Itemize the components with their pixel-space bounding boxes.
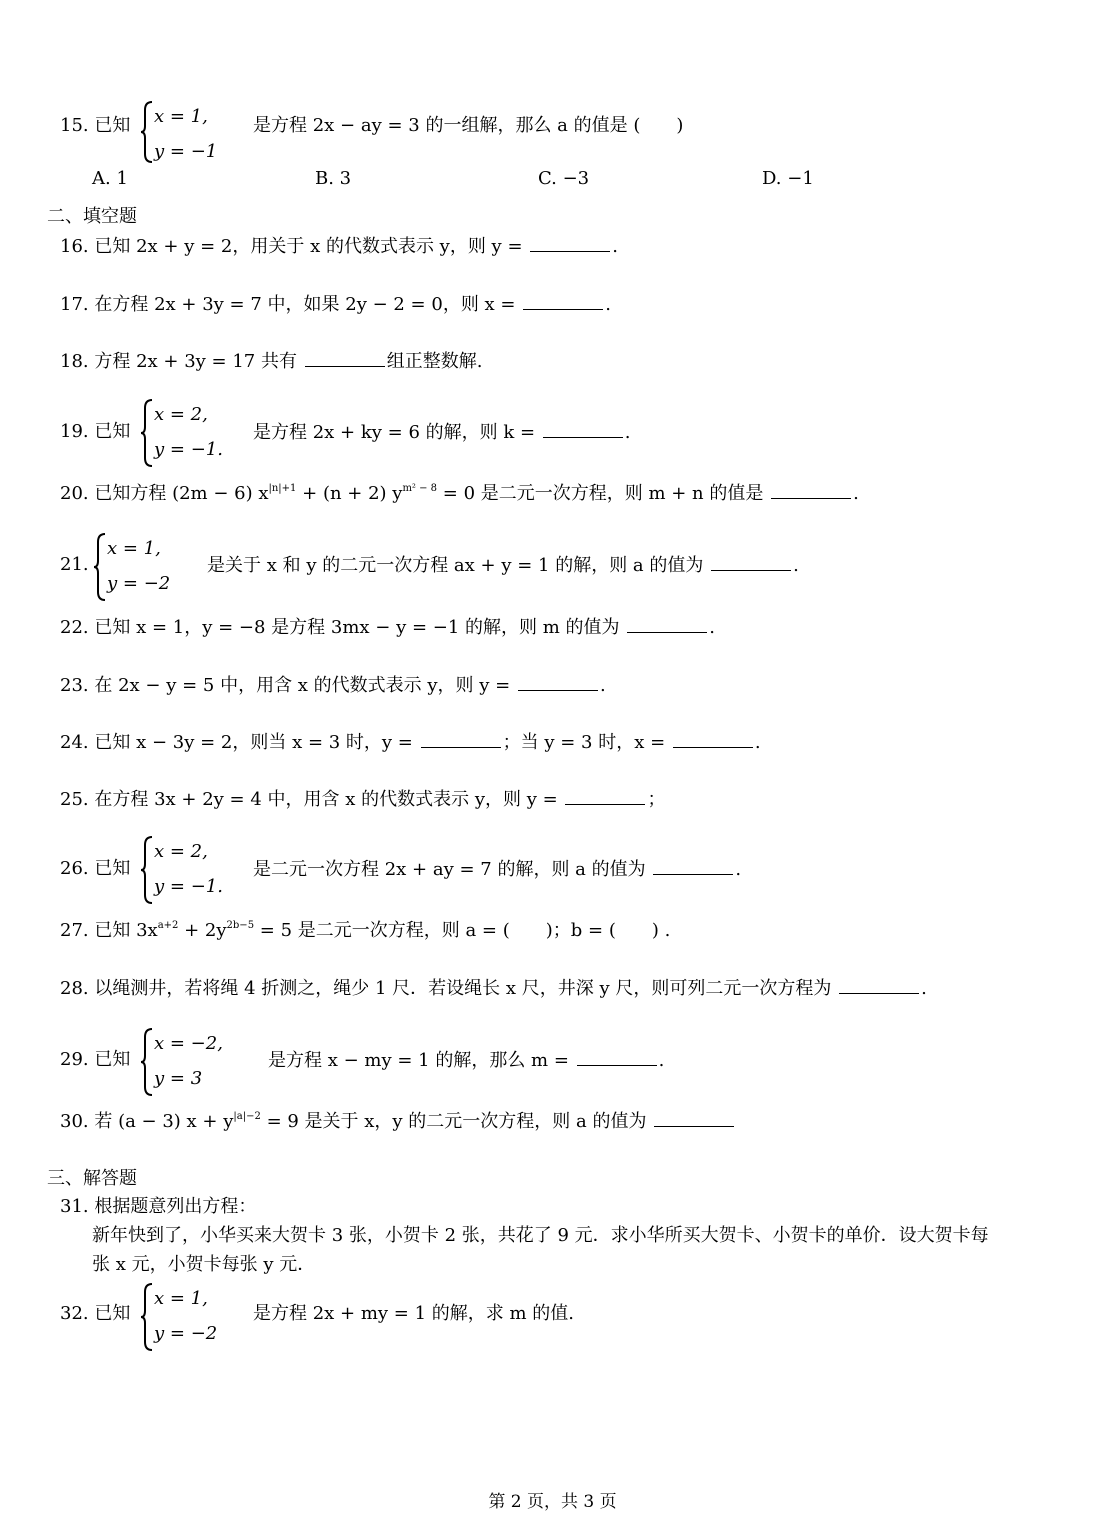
q25-text: 25. 在方程 3x + 2y = 4 中，用含 x 的代数式表示 y，则 y = [60, 789, 558, 810]
brace-icon [140, 1282, 154, 1352]
q31-body-1: 新年快到了，小华买来大贺卡 3 张，小贺卡 2 张，共花了 9 元．求小华所买大贺卡、小贺卡的单价．设大贺卡每 [92, 1225, 989, 1246]
option-a: A. 1 [92, 168, 128, 189]
q20: 20. 已知方程 (2m − 6) $x^{|n|+1} + (n + 2) y^{m^2 - 8} = 0$ 是二元一次方程，则 m + n 的值是 . [60, 483, 859, 504]
brace-icon [93, 532, 107, 602]
q30-text-b: = 9 是关于 x，y 的二元一次方程，则 a 的值为 [260, 1111, 647, 1132]
q15-eq2: y = −1 [154, 141, 218, 162]
answer-blank[interactable] [518, 676, 598, 691]
q16: 16. 已知 2x + y = 2，用关于 x 的代数式表示 y，则 y = . [60, 236, 618, 257]
q27-text-b: + 2y [178, 920, 227, 941]
q21-eq1: x = 1, [107, 538, 161, 559]
q21-text: 是关于 x 和 y 的二元一次方程 ax + y = 1 的解，则 a 的值为 [207, 555, 704, 576]
q19-number: 19. 已知 [60, 421, 131, 442]
q23: 23. 在 2x − y = 5 中，用含 x 的代数式表示 y，则 y = . [60, 675, 606, 696]
q15-number: 15. 已知 [60, 115, 131, 136]
q21-number: 21. [60, 554, 89, 575]
q32-number: 32. 已知 [60, 1303, 131, 1324]
answer-blank[interactable] [305, 352, 385, 367]
q31-text: 31. 根据题意列出方程： [60, 1196, 257, 1217]
q30-text-a: 30. 若 (a − 3) x + y [60, 1111, 234, 1132]
q29-number: 29. 已知 [60, 1049, 131, 1070]
q26-eq2: y = −1. [154, 876, 223, 897]
q27 [60, 922, 670, 940]
answer-blank[interactable] [565, 790, 645, 805]
q17-text: 17. 在方程 2x + 3y = 7 中，如果 2y − 2 = 0，则 x = [60, 294, 516, 315]
q19-eq1: x = 2, [154, 404, 208, 425]
q24: 24. 已知 x − 3y = 2，则当 x = 3 时，y = ；当 y = 3 时，x = . [60, 732, 761, 753]
q26-eq1: x = 2, [154, 841, 208, 862]
q28-text: 28. 以绳测井，若将绳 4 折测之，绳少 1 尺．若设绳长 x 尺，井深 y 尺，则可列二元一次方程为 [60, 978, 832, 999]
q29-eq1: x = −2, [154, 1033, 223, 1054]
q19-text: 是方程 2x + ky = 6 的解，则 k = [253, 422, 536, 443]
q26-text: 是二元一次方程 2x + ay = 7 的解，则 a 的值为 [253, 859, 646, 880]
brace-icon [140, 1027, 154, 1097]
q22: 22. 已知 x = 1，y = −8 是方程 3mx − y = −1 的解，则 m 的值为 . [60, 617, 715, 638]
q29: 是方程 x − my = 1 的解，那么 m = . [268, 1050, 665, 1071]
answer-blank[interactable] [577, 1051, 657, 1066]
q20-exponent-1: |n|+1 [268, 483, 297, 494]
answer-blank[interactable] [523, 295, 603, 310]
answer-blank[interactable] [654, 1112, 734, 1127]
q32-text: 是方程 2x + my = 1 的解，求 m 的值. [253, 1303, 575, 1324]
q32-eq2: y = −2 [154, 1323, 218, 1344]
q18-text: 18. 方程 2x + 3y = 17 共有 [60, 351, 297, 372]
answer-blank[interactable] [673, 733, 753, 748]
section-fill-blank: 二、填空题 [47, 206, 137, 227]
option-b: B. 3 [315, 168, 352, 189]
option-c: C. −3 [538, 168, 590, 189]
q27-text-a: 27. 已知 3x [60, 920, 158, 941]
answer-blank[interactable] [530, 237, 610, 252]
q27-text-c: = 5 是二元一次方程，则 a = ( )；b = ( ) . [254, 920, 671, 941]
brace-icon [140, 398, 154, 468]
q20-text-a: 20. 已知方程 (2m − 6) x [60, 483, 269, 504]
answer-blank[interactable] [711, 556, 791, 571]
option-d: D. −1 [762, 168, 814, 189]
q31-body-2: 张 x 元，小贺卡每张 y 元． [92, 1254, 316, 1275]
q29-text: 是方程 x − my = 1 的解，那么 m = [268, 1050, 569, 1071]
brace-icon [140, 100, 154, 164]
q24-text-a: 24. 已知 x − 3y = 2，则当 x = 3 时，y = [60, 732, 413, 753]
q19-eq2: y = −1. [154, 439, 223, 460]
answer-blank[interactable] [771, 484, 851, 499]
q27-exponent-1: a+2 [157, 920, 179, 931]
q30 [60, 1112, 736, 1131]
q27-exponent-2: 2b−5 [226, 920, 255, 931]
q28: 28. 以绳测井，若将绳 4 折测之，绳少 1 尺．若设绳长 x 尺，井深 y 尺，则可列二元一次方程为 . [60, 978, 927, 999]
q26-number: 26. 已知 [60, 858, 131, 879]
q20-text-b: + (n + 2) y [296, 483, 403, 504]
q21-eq2: y = −2 [107, 573, 171, 594]
q30-exponent: |a|−2 [233, 1111, 261, 1122]
q15-eq1: x = 1, [154, 106, 208, 127]
brace-icon [140, 835, 154, 905]
answer-blank[interactable] [543, 423, 623, 438]
answer-blank[interactable] [653, 860, 733, 875]
q15-text: 是方程 2x − ay = 3 的一组解，那么 a 的值是 ( ) [253, 115, 684, 136]
q25: 25. 在方程 3x + 2y = 4 中，用含 x 的代数式表示 y，则 y = ； [60, 789, 666, 810]
section-answer: 三、解答题 [47, 1168, 137, 1189]
q17: 17. 在方程 2x + 3y = 7 中，如果 2y − 2 = 0，则 x = . [60, 294, 611, 315]
answer-blank[interactable] [839, 979, 919, 994]
answer-blank[interactable] [627, 618, 707, 633]
q19: 是方程 2x + ky = 6 的解，则 k = . [253, 422, 631, 443]
q24-text-b: ；当 y = 3 时，x = [502, 732, 666, 753]
q23-text: 23. 在 2x − y = 5 中，用含 x 的代数式表示 y，则 y = [60, 675, 511, 696]
q29-eq2: y = 3 [154, 1068, 203, 1089]
q20-text-c: = 0 是二元一次方程，则 m + n 的值是 [437, 483, 764, 504]
q22-text: 22. 已知 x = 1，y = −8 是方程 3mx − y = −1 的解，则 m 的值为 [60, 617, 620, 638]
page-footer: 第 2 页，共 3 页 [488, 1492, 617, 1512]
q18-text-end: 组正整数解. [386, 351, 483, 372]
q26: 是二元一次方程 2x + ay = 7 的解，则 a 的值为 . [253, 859, 742, 880]
q21: 是关于 x 和 y 的二元一次方程 ax + y = 1 的解，则 a 的值为 . [207, 555, 799, 576]
q20-exponent-2: m² − 8 [402, 483, 438, 494]
q16-text: 16. 已知 2x + y = 2，用关于 x 的代数式表示 y，则 y = [60, 236, 523, 257]
q18 [60, 352, 482, 371]
q32-eq1: x = 1, [154, 1288, 208, 1309]
answer-blank[interactable] [421, 733, 501, 748]
